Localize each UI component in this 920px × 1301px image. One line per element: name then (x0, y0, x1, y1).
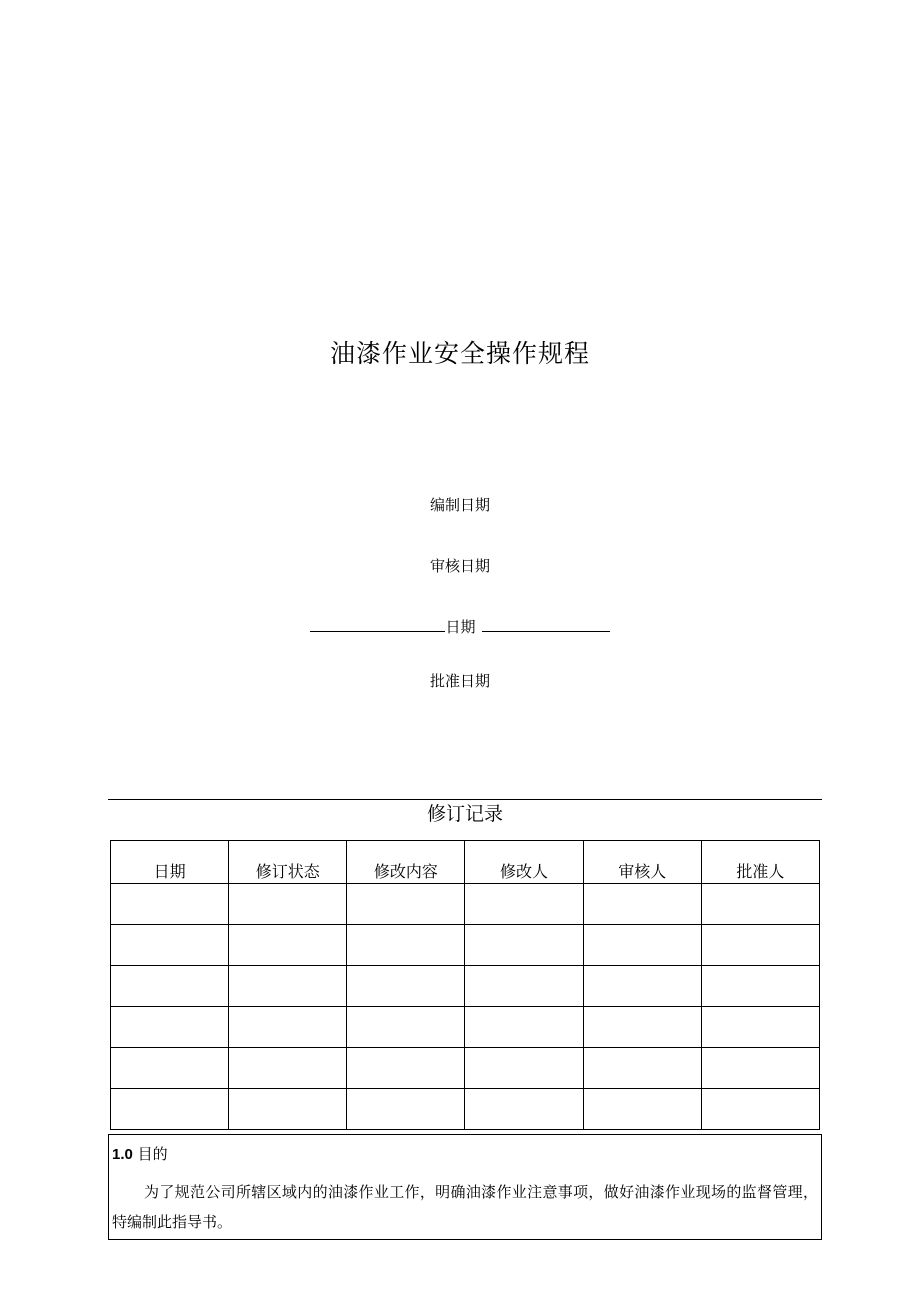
table-cell (347, 884, 465, 925)
sign-date-line (0, 616, 920, 637)
table-cell (583, 925, 701, 966)
table-cell (465, 966, 583, 1007)
table-cell (701, 925, 819, 966)
table-cell (347, 1048, 465, 1089)
table-cell (701, 966, 819, 1007)
date-blank-right (482, 616, 610, 632)
review-date-label: 审核日期 (429, 557, 490, 575)
table-cell (111, 884, 229, 925)
table-cell (701, 884, 819, 925)
table-cell (465, 1048, 583, 1089)
document-title: 油漆作业安全操作规程 (329, 339, 590, 368)
column-header-approved-by: 批准人 (701, 841, 819, 884)
table-cell (111, 1048, 229, 1089)
table-cell (465, 1007, 583, 1048)
compile-date-label: 编制日期 (429, 496, 490, 514)
table-cell (229, 925, 347, 966)
table-cell (701, 1048, 819, 1089)
table-cell (347, 1007, 465, 1048)
column-header-reviewed-by: 审核人 (583, 841, 701, 884)
table-cell (583, 884, 701, 925)
table-cell (465, 1089, 583, 1130)
table-cell (111, 1007, 229, 1048)
table-row (111, 1048, 820, 1089)
table-cell (229, 1048, 347, 1089)
table-cell (583, 1007, 701, 1048)
table-cell (465, 884, 583, 925)
revision-record-table (110, 840, 820, 1130)
table-cell (229, 1007, 347, 1048)
purpose-heading (112, 1143, 168, 1166)
review-date-line (0, 556, 920, 576)
sign-date-label: 日期 (445, 618, 476, 636)
column-header-change-content: 修改内容 (347, 841, 465, 884)
purpose-section (108, 1134, 822, 1240)
table-cell (583, 966, 701, 1007)
table-row (111, 1007, 820, 1048)
table-row (111, 1089, 820, 1130)
table-cell (347, 1089, 465, 1130)
column-header-modified-by: 修改人 (465, 841, 583, 884)
table-cell (583, 1089, 701, 1130)
signature-blank-left (310, 616, 445, 632)
revision-record-heading: 修订记录 (426, 803, 503, 825)
table-cell (701, 1007, 819, 1048)
table-cell (229, 966, 347, 1007)
section-heading-text: 目的 (137, 1145, 168, 1163)
approve-date-label: 批准日期 (429, 672, 490, 690)
table-cell (111, 1089, 229, 1130)
revision-table-header-row (111, 841, 820, 884)
table-row (111, 884, 820, 925)
table-row (111, 966, 820, 1007)
section-number: 1.0 (112, 1146, 133, 1163)
table-cell (701, 1089, 819, 1130)
table-cell (347, 966, 465, 1007)
table-cell (111, 925, 229, 966)
compile-date-line (0, 495, 920, 515)
table-cell (111, 966, 229, 1007)
column-header-revision-status: 修订状态 (229, 841, 347, 884)
table-cell (347, 925, 465, 966)
approve-date-line (0, 671, 920, 691)
table-cell (229, 884, 347, 925)
table-row (111, 925, 820, 966)
column-header-date: 日期 (111, 841, 229, 884)
table-cell (229, 1089, 347, 1130)
table-cell (465, 925, 583, 966)
purpose-body-text: 为了规范公司所辖区域内的油漆作业工作，明确油漆作业注意事项，做好油漆作业现场的监督管理，特编制此指导书。 (112, 1183, 818, 1231)
table-cell (583, 1048, 701, 1089)
